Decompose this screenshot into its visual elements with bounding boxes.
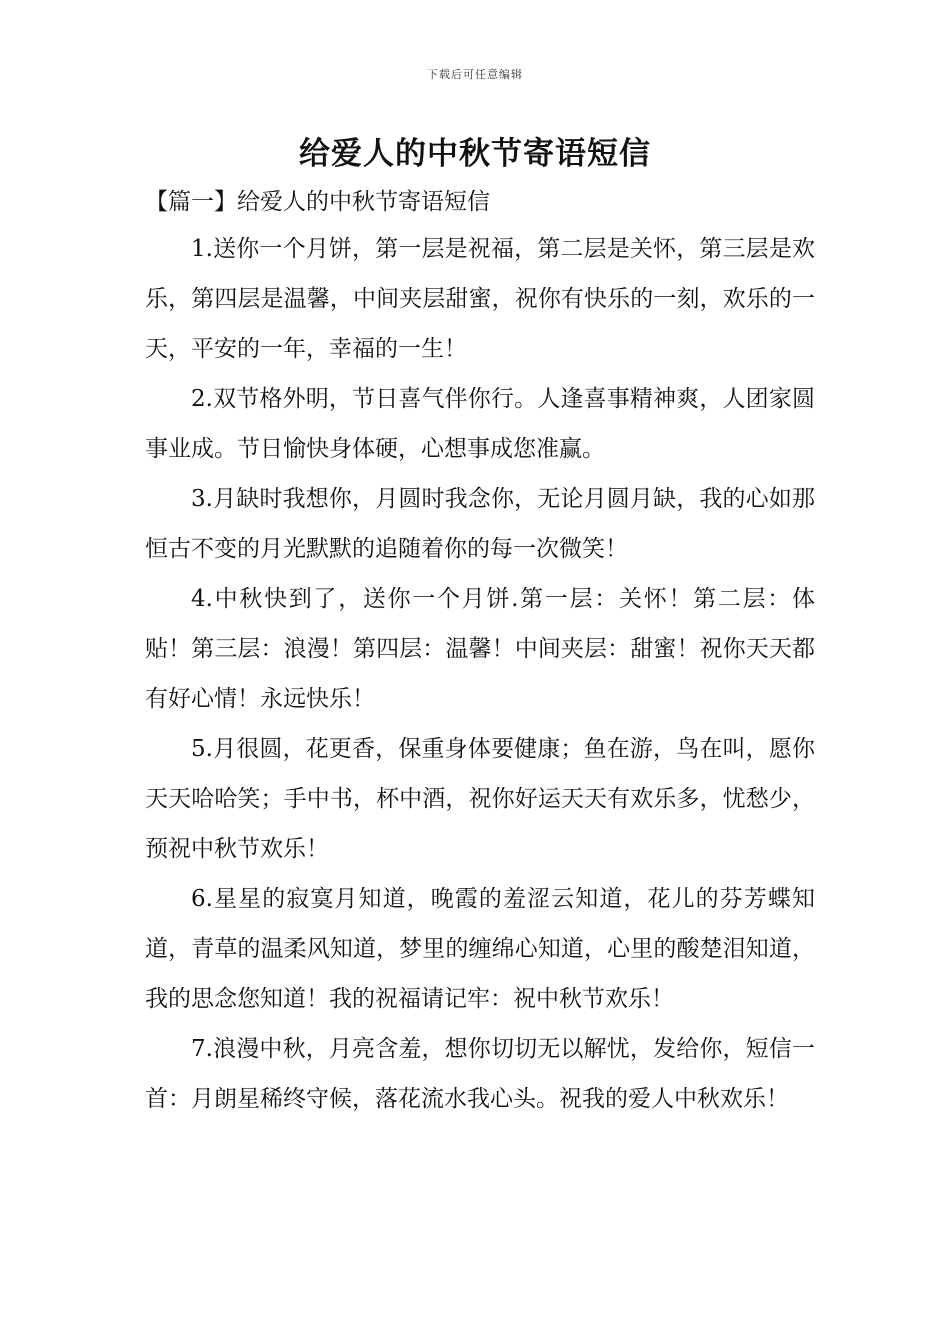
section-heading: 【篇一】给爱人的中秋节寄语短信 (145, 189, 490, 215)
document-title: 给爱人的中秋节寄语短信 (299, 136, 651, 172)
header-note: 下载后可任意编辑 (427, 68, 523, 81)
paragraph-4: 4.中秋快到了，送你一个月饼.第一层：关怀！第二层：体贴！第三层：浪漫！第四层：温馨！中间夹层：甜蜜！祝你天天都有好心情！永远快乐！ (145, 586, 815, 712)
paragraph-2: 2.双节格外明，节日喜气伴你行。人逢喜事精神爽，人团家圆事业成。节日愉快身体硬，心想事成您准赢。 (145, 386, 815, 462)
document-body (145, 224, 815, 1124)
paragraph-1: 1.送你一个月饼，第一层是祝福，第二层是关怀，第三层是欢乐，第四层是温馨，中间夹层甜蜜，祝你有快乐的一刻，欢乐的一天，平安的一年，幸福的一生！ (145, 236, 815, 362)
paragraph-5: 5.月很圆，花更香，保重身体要健康；鱼在游，鸟在叫，愿你天天哈哈笑；手中书，杯中酒，祝你好运天天有欢乐多，忧愁少，预祝中秋节欢乐！ (145, 736, 815, 862)
paragraph-6: 6.星星的寂寞月知道，晚霞的羞涩云知道，花儿的芬芳蝶知道，青草的温柔风知道，梦里的缠绵心知道，心里的酸楚泪知道，我的思念您知道！我的祝福请记牢：祝中秋节欢乐！ (145, 886, 815, 1012)
paragraph-7: 7.浪漫中秋，月亮含羞，想你切切无以解忧，发给你，短信一首：月朗星稀终守候，落花流水我心头。祝我的爱人中秋欢乐！ (145, 1036, 815, 1112)
paragraph-3: 3.月缺时我想你，月圆时我念你，无论月圆月缺，我的心如那恒古不变的月光默默的追随着你的每一次微笑！ (145, 486, 815, 562)
